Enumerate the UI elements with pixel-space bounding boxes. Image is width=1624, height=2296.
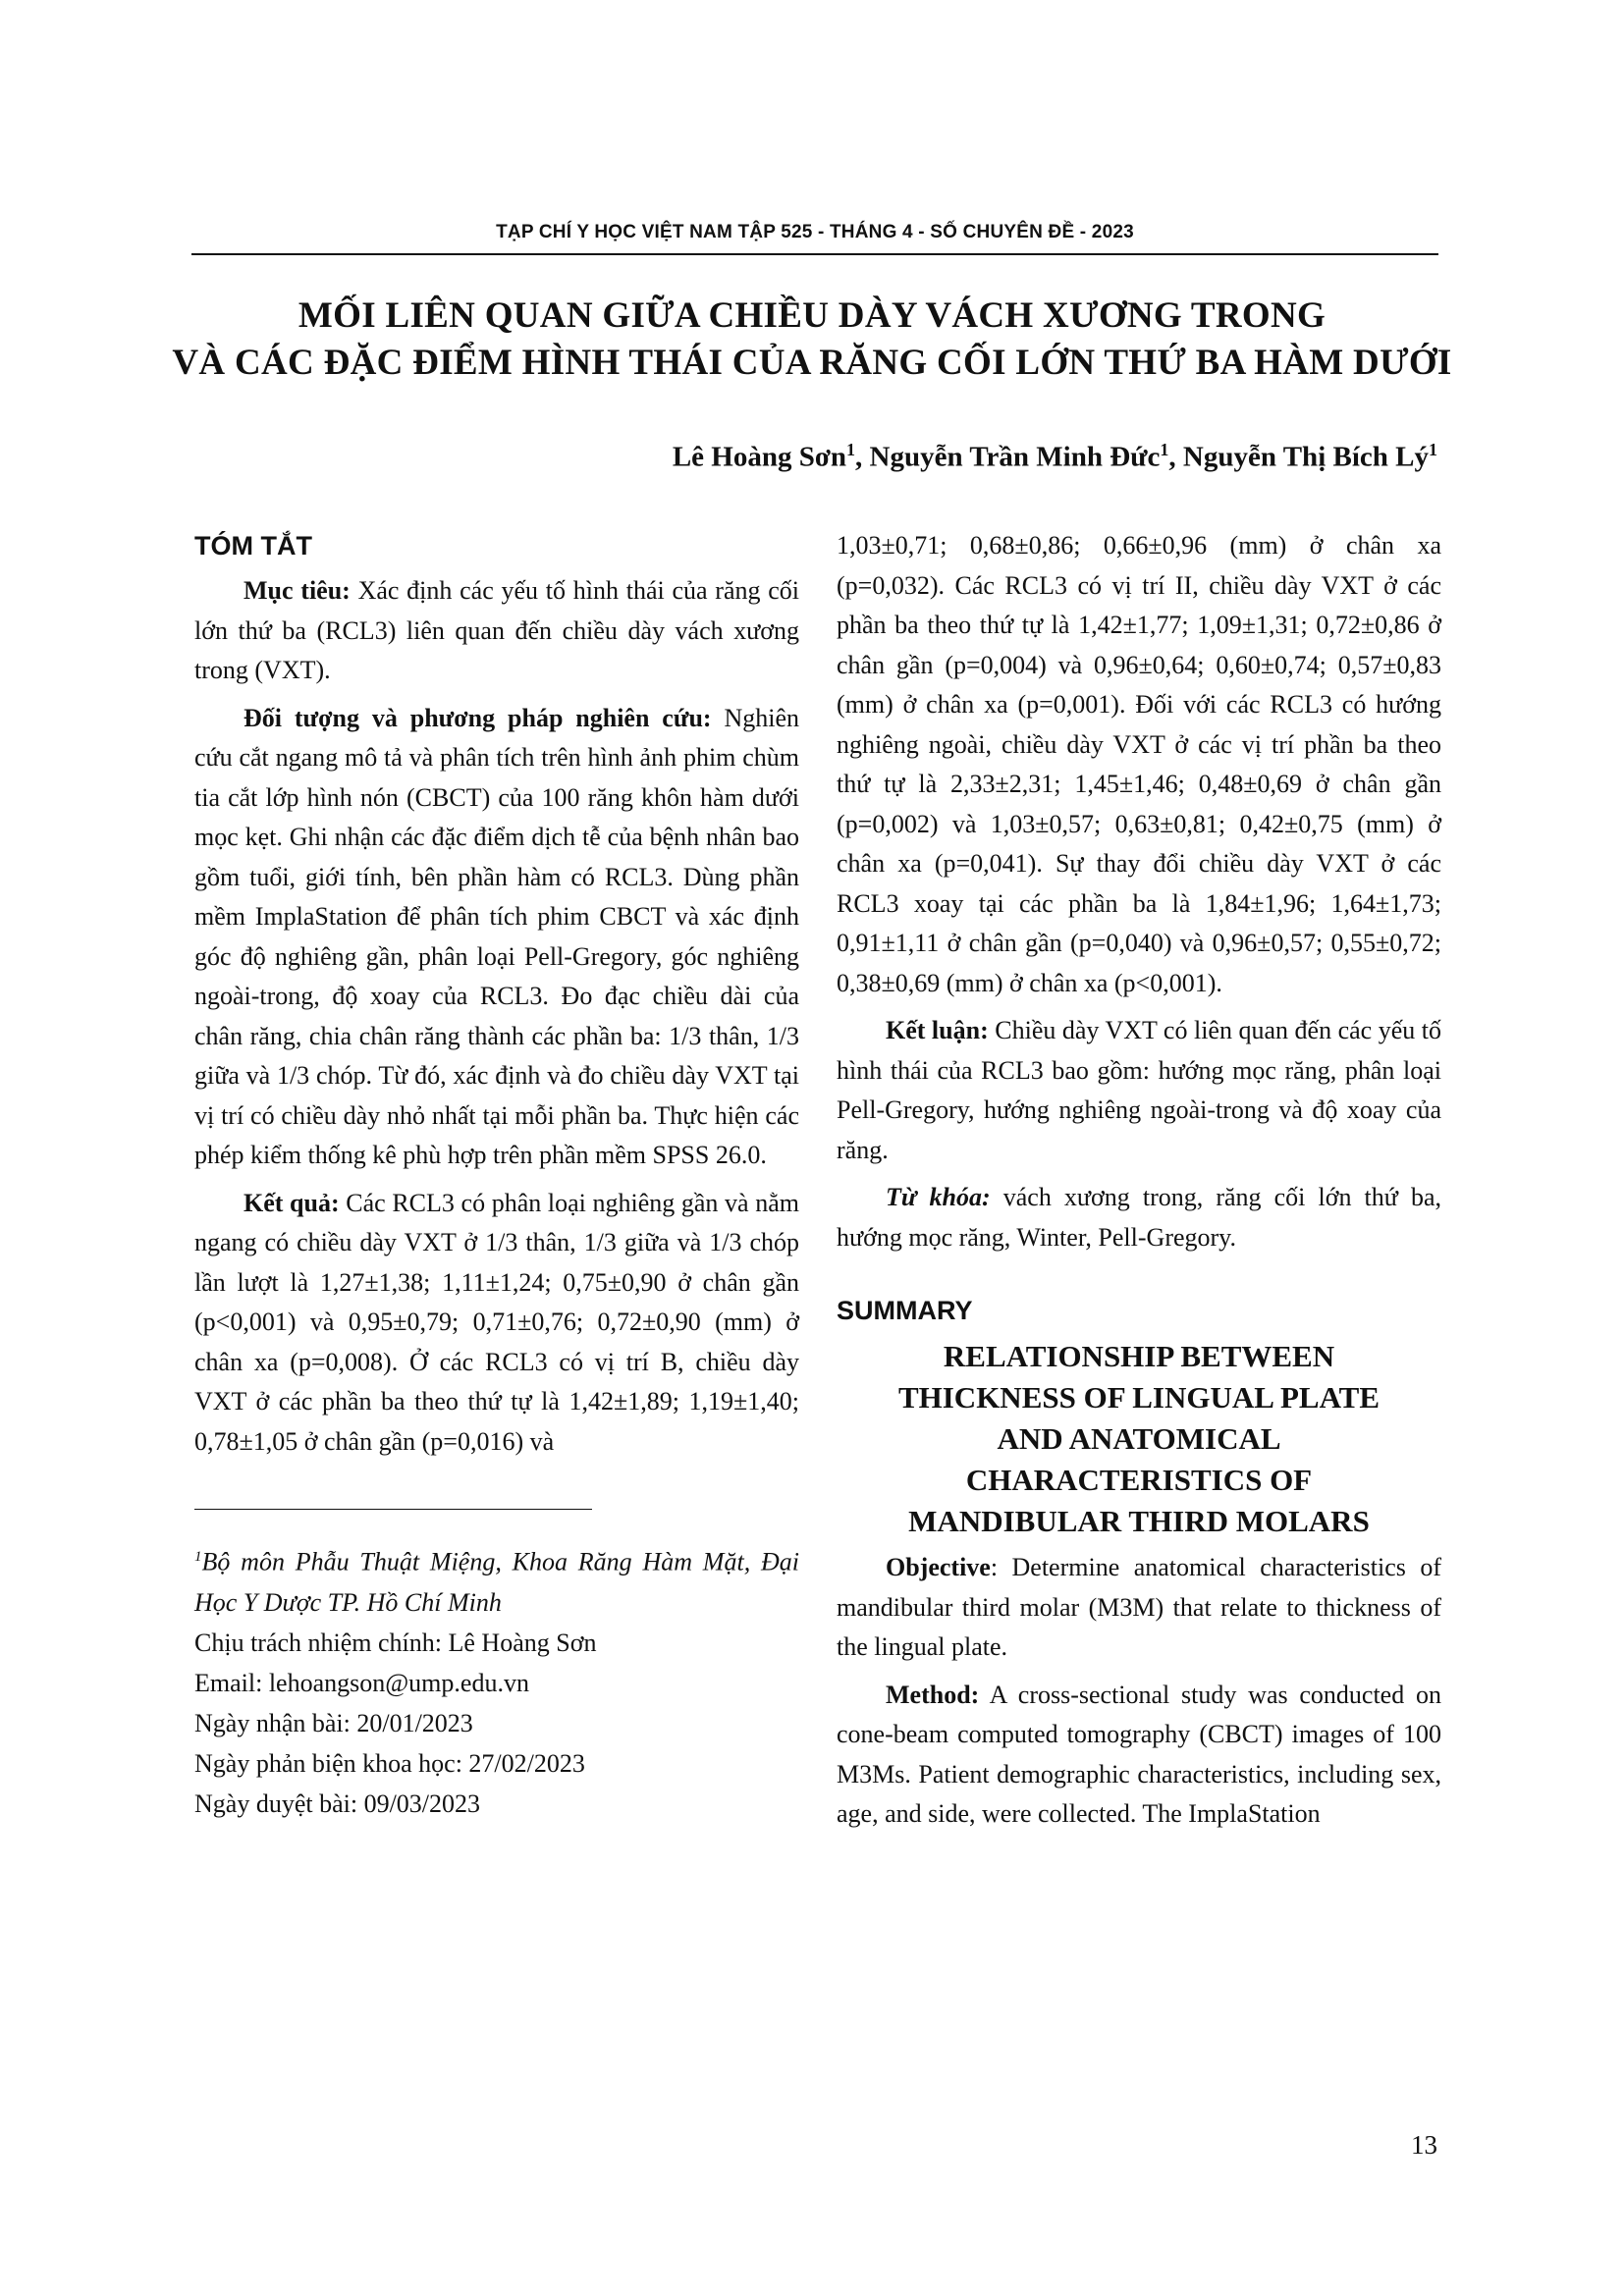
en-method-label: Method: [886,1680,980,1709]
footnote-affiliation [194,1537,799,1623]
en-objective-paragraph [837,1548,1441,1668]
footnote-rule [194,1509,592,1510]
keywords-paragraph [837,1178,1441,1257]
page-number: 13 [1411,2130,1437,2160]
conclusion-label: Kết luận: [886,1016,989,1044]
results-text-left: Các RCL3 có phân loại nghiêng gần và nằm ngang có chiều dày VXT ở 1/3 thân, 1/3 giữa và 1/3 chóp lần lượt là 1,27±1,38; 1,11±1,24; 0,75±0,90 ở chân gần (p<0,001) và 0,95±0,79; 0,71±0,76; 0,72±0,90 (mm) ở chân xa (p=0,008). Ở các RCL3 có vị trí B, chiều dày VXT ở các phần ba theo thứ tự là 1,42±1,89; 1,19±1,40; 0,78±1,05 ở chân gần (p=0,016) và [194,1188,799,1456]
author-1: Lê Hoàng Sơn [672,441,847,473]
en-objective-text: : Determine anatomical characteristics of mandibular third molar (M3M) that relate to thickness of the lingual plate. [837,1553,1441,1661]
english-title-line: CHARACTERISTICS OF [965,1463,1313,1497]
email-line: Email: lehoangson@ump.edu.vn [194,1668,529,1697]
affiliation-text: Bộ môn Phẫu Thuật Miệng, Khoa Răng Hàm Mặt, Đại Học Y Dược TP. Hồ Chí Minh [194,1547,799,1617]
header-rule [191,253,1438,255]
left-column [194,526,799,1824]
keywords-label: Từ khóa: [886,1183,991,1211]
received-date: Ngày nhận bài: 20/01/2023 [194,1708,473,1737]
author-separator: , [1168,441,1183,473]
en-method-paragraph [837,1676,1441,1835]
right-column [837,526,1441,1842]
keywords-text: vách xương trong, răng cối lớn thứ ba, hướng mọc răng, Winter, Pell-Gregory. [837,1183,1442,1252]
english-title-line: THICKNESS OF LINGUAL PLATE [897,1380,1380,1415]
methods-paragraph [194,699,799,1176]
objective-label: Mục tiêu: [244,576,351,605]
objective-text: Xác định các yếu tố hình thái của răng cối lớn thứ ba (RCL3) liên quan đến chiều dày vách xương trong (VXT). [194,576,799,684]
title-line-2: VÀ CÁC ĐẶC ĐIỂM HÌNH THÁI CỦA RĂNG CỐI LỚN THỨ BA HÀM DƯỚI [172,343,1452,383]
author-2-affiliation: 1 [1160,440,1169,459]
author-3-affiliation: 1 [1429,440,1437,459]
english-title-line: MANDIBULAR THIRD MOLARS [908,1504,1370,1538]
footnote-marker: 1 [194,1549,202,1565]
english-title-line: RELATIONSHIP BETWEEN [943,1339,1335,1373]
en-method-text: A cross-sectional study was conducted on cone-beam computed tomography (CBCT) images of 100 M3Ms. Patient demographic characteristics, including sex, age, and side, were collected. The ImplaStation [837,1680,1441,1828]
summary-vi-heading: TÓM TẮT [194,531,312,561]
author-separator: , [855,441,870,473]
conclusion-text: Chiều dày VXT có liên quan đến các yếu tố hình thái của RCL3 bao gồm: hướng mọc răng, phân loại Pell-Gregory, hướng nghiêng ngoài-trong và độ xoay của răng. [837,1016,1441,1164]
en-objective-label: Objective [886,1553,991,1581]
summary-en-heading: SUMMARY [837,1296,973,1325]
author-list [673,440,1437,474]
article-title [147,293,1477,387]
conclusion-paragraph [837,1011,1441,1170]
results-label: Kết quả: [244,1188,340,1217]
review-date: Ngày phản biện khoa học: 27/02/2023 [194,1748,585,1778]
results-continued: 1,03±0,71; 0,68±0,86; 0,66±0,96 (mm) ở chân xa (p=0,032). Các RCL3 có vị trí II, chiều dày VXT ở các phần ba theo thứ tự là 1,42±1,77; 1,09±1,31; 0,72±0,86 ở chân gần (p=0,004) và 0,96±0,64; 0,60±0,74; 0,57±0,83 (mm) ở chân xa (p=0,001). Đối với các RCL3 có hướng nghiêng ngoài, chiều dày VXT ở các vị trí phần ba theo thứ tự là 2,33±2,31; 1,45±1,46; 0,48±0,69 ở chân gần (p=0,002) và 1,03±0,57; 0,63±0,81; 0,42±0,75 (mm) ở chân xa (p=0,041). Sự thay đổi chiều dày VXT ở các RCL3 xoay tại các phần ba là 1,84±1,96; 1,64±1,73; 0,91±1,11 ở chân gần (p=0,040) và 0,96±0,57; 0,55±0,72; 0,38±0,69 (mm) ở chân xa (p<0,001). [837,531,1441,997]
author-1-affiliation: 1 [846,440,856,459]
english-title [837,1336,1441,1542]
english-title-line: AND ANATOMICAL [997,1421,1281,1456]
methods-label: Đối tượng và phương pháp nghiên cứu: [244,703,712,732]
methods-text: Nghiên cứu cắt ngang mô tả và phân tích trên hình ảnh phim chùm tia cắt lớp hình nón (CBCT) của 100 răng khôn hàm dưới mọc kẹt. Ghi nhận các đặc điểm dịch tễ của bệnh nhân bao gồm tuổi, giới tính, bên phần hàm có RCL3. Dùng phần mềm ImplaStation để phân tích phim CBCT và xác định góc độ nghiêng gần, phân loại Pell-Gregory, góc nghiêng ngoài-trong, độ xoay của RCL3. Đo đạc chiều dài của chân răng, chia chân răng thành các phần ba: 1/3 thân, 1/3 giữa và 1/3 chóp. Từ đó, xác định và đo chiều dày VXT tại vị trí có chiều dày nhỏ nhất tại mỗi phần ba. Thực hiện các phép kiểm thống kê phù hợp trên phần mềm SPSS 26.0. [194,703,799,1169]
author-3: Nguyễn Thị Bích Lý [1182,441,1429,473]
objective-paragraph [194,571,799,691]
journal-header: TẠP CHÍ Y HỌC VIỆT NAM TẬP 525 - THÁNG 4 - SỐ CHUYÊN ĐỀ - 2023 [496,222,1134,242]
author-2: Nguyễn Trần Minh Đức [869,441,1161,473]
responsible-author: Chịu trách nhiệm chính: Lê Hoàng Sơn [194,1628,597,1657]
title-line-1: MỐI LIÊN QUAN GIỮA CHIỀU DÀY VÁCH XƯƠNG TRONG [298,295,1326,336]
results-paragraph [194,1184,799,1463]
accepted-date: Ngày duyệt bài: 09/03/2023 [194,1789,481,1818]
